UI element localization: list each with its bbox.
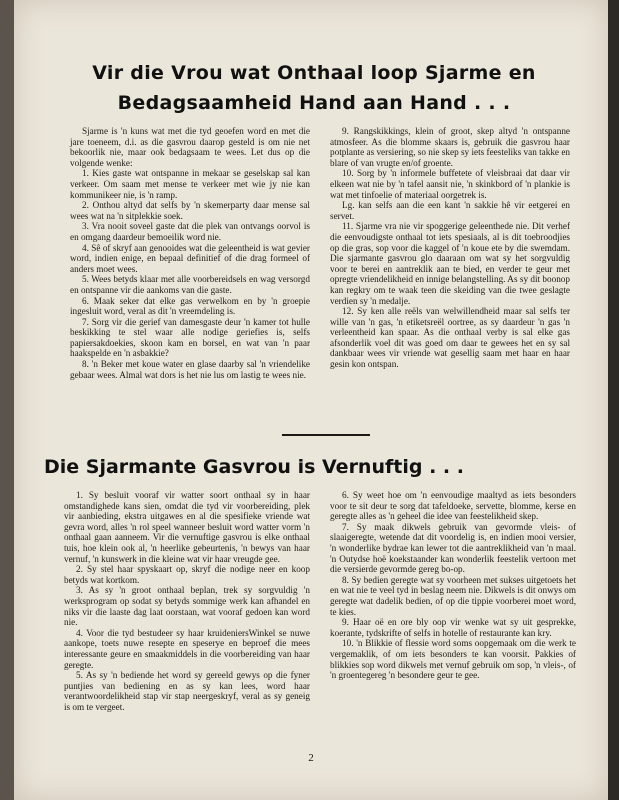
paragraph: 2. Sy stel haar spyskaart op, skryf die nodige neer en koop betyds wat kortkom.: [64, 564, 310, 585]
section1-column-right: [330, 126, 570, 370]
paragraph: 6. Sy weet hoe om 'n eenvoudige maaltyd as iets besonders voor te sit deur te sorg dat tafeldoeke, servette, blomme, kerse en geregte alles as 'n geheel die idee van feestelikheid skep.: [330, 490, 576, 522]
paragraph: 5. Wees betyds klaar met alle voorbereidsels en wag versorgd en ontspanne vir die aankoms van die gaste.: [70, 274, 310, 295]
paragraph: 3. Vra nooit soveel gaste dat die plek van ontvangs oorvol is en omgang daardeur bemoeilik word nie.: [70, 221, 310, 242]
magazine-page: [14, 0, 608, 800]
paragraph: 4. Voor die tyd bestudeer sy haar kruideniersWinkel se nuwe aankope, toets nuwe resepte en speserye en beproef die mees interessante geure en smaakmiddels in die voorbereiding van haar geregte.: [64, 627, 310, 670]
paragraph: 12. Sy ken alle reëls van welwillendheid maar sal selfs ter wille van 'n gas, 'n etiketsreël oortree, as sy daardeur 'n gas 'n verleentheid kan spaar. As die onthaal verby is sal elke gas afsonderlik voel dit was goed om daar te gewees het en sy sal dankbaar wees vir vriende wat gesellig saam met haar en haar gesin kon ontspan.: [330, 306, 570, 370]
paragraph: 8. Sy bedien geregte wat sy voorheen met sukses uitgetoets het en wat nie te veel tyd in beslag neem nie. Dikwels is dit onwys om geregte wat dadelik bedien, of op die tippie voorberei moet word, te kies.: [330, 574, 576, 617]
paragraph: 9. Haar oë en ore bly oop vir wenke wat sy uit gesprekke, koerante, tydskrifte of selfs in hotelle of restaurante kan kry.: [330, 617, 576, 638]
section-divider: [282, 434, 370, 436]
paragraph: 7. Sorg vir die gerief van damesgaste deur 'n kamer tot hulle beskikking te stel waar alle nodige geriefies is, selfs papiersakdoekies, skoon kam en borsel, en wat van 'n paar haakspelde en 'n asbakkie?: [70, 316, 310, 359]
section1-title-line2: Bedagsaamheid Hand aan Hand . . .: [117, 92, 511, 114]
paragraph: 11. Sjarme vra nie vir spoggerige geleenthede nie. Dit verhef die eenvoudigste onthaal tot iets spesiaals, al is dit toebroodjies op die gras, sop voor die kaggel of 'n koue ete by die swemdam. Die sjarmante gasvrou glo daaraan om wat sy het sorgvuldig voor te berei en aantreklik aan te bied, en verder te geur met opregte vriendelikheid en innige belangstelling. As sy dit boonop kan regkry om te waak teen die skeiding van die twee geslagte verdien sy 'n medalje.: [330, 221, 570, 306]
paragraph: Sjarme is 'n kuns wat met die tyd geoefen word en met die jare toeneem, d.i. as die gasvrou daarop gesteld is om nie net bekoorlik nie, maar ook bedagsaam te wees. Let dus op die volgende wenke:: [70, 126, 310, 168]
section2-title: Die Sjarmante Gasvrou is Vernuftig . . .: [44, 456, 464, 478]
binding-spine: [0, 0, 14, 800]
paragraph: Lg. kan selfs aan die een kant 'n sakkie hê vir eetgerei en servet.: [330, 200, 570, 221]
section2-column-right: [330, 490, 576, 681]
paragraph: 7. Sy maak dikwels gebruik van gevormde vleis- of slaaigeregte, wetende dat dit voordelig is, en indien mooi versier, 'n wonderlike bydrae kan lewer tot die aantreklikheid van 'n maal. 'n Outydse hoë koekstaander kan wonderlik feestelik vertoon met die versierde gevormde gereg bo-op.: [330, 521, 576, 575]
paragraph: 3. As sy 'n groot onthaal beplan, trek sy sorgvuldig 'n werksprogram op sodat sy betyds sommige werk kan afhandel en niks vir die laaste dag laat oorstaan, wat vooraf gedoen kan word nie.: [64, 585, 310, 628]
section1-title-line1: Vir die Vrou wat Onthaal loop Sjarme en: [92, 62, 536, 84]
page-number: 2: [308, 752, 314, 764]
paragraph: 10. Sorg by 'n informele buffetete of vleisbraai dat daar vir elkeen wat nie by 'n tafel aansit nie, 'n skinkbord of 'n plankie is wat met tinfoelie of materiaal oorgetrek is.: [330, 168, 570, 200]
section1-column-left: [70, 126, 310, 380]
paragraph: 1. Kies gaste wat ontspanne in mekaar se geselskap sal kan verkeer. Om saam met mense te verkeer met wie jy nie kan kommunikeer nie, is 'n ramp.: [70, 168, 310, 200]
section2-column-left: [64, 490, 310, 712]
paragraph: 4. Sê of skryf aan genooides wat die geleentheid is wat gevier word, indien enige, en bepaal definitief of die drag formeel of anders moet wees.: [70, 242, 310, 274]
paragraph: 9. Rangskikkings, klein of groot, skep altyd 'n ontspanne atmosfeer. As die blomme skaars is, gebruik die gasvrou haar potplante as versiering, so nie skep sy iets feesteliks van takke en blare of van vrugte en/of groente.: [330, 126, 570, 168]
paragraph: 5. As sy 'n bediende het word sy gereeld gewys op die fyner puntjies van bediening en as sy kan lees, word haar verantwoordelikheid stap vir stap neergeskryf, veral as sy geneig is om te vergeet.: [64, 670, 310, 712]
page-edge: [608, 0, 619, 800]
paragraph: 1. Sy besluit vooraf vir watter soort onthaal sy in haar omstandighede kans sien, omdat die tyd vir voorbereiding, plek vir aanbieding, ekstra uitgawes en al die spesifieke vriende wat gevra word, alles 'n rol speel wanneer besluit word watter vorm 'n onthaal gaan aanneem. Vir die vernuftige gasvrou is elke onthaal tuis, hoe klein ook al, 'n heerlike gebeurtenis, 'n bewys van haar vernuf, 'n kunswerk in die kleine wat vir haar vreugde gee.: [64, 490, 310, 564]
paragraph: 8. 'n Beker met koue water en glase daarby sal 'n vriendelike gebaar wees. Almal wat dors is het nie lus om lastig te wees nie.: [70, 359, 310, 380]
paragraph: 10. 'n Blikkie of flessie word soms oopgemaak om die werk te vergemaklik, of om iets besonders te kan voorsit. Pakkies of blikkies sop word dikwels met vernuf gebruik om sop, 'n vleis-, of 'n groentegereg 'n besondere geur te gee.: [330, 638, 576, 681]
paragraph: 6. Maak seker dat elke gas verwelkom en by 'n groepie ingesluit word, veral as dit 'n vreemdeling is.: [70, 295, 310, 317]
paragraph: 2. Onthou altyd dat selfs by 'n skemerparty daar mense sal wees wat na 'n sitplekkie soek.: [70, 200, 310, 221]
